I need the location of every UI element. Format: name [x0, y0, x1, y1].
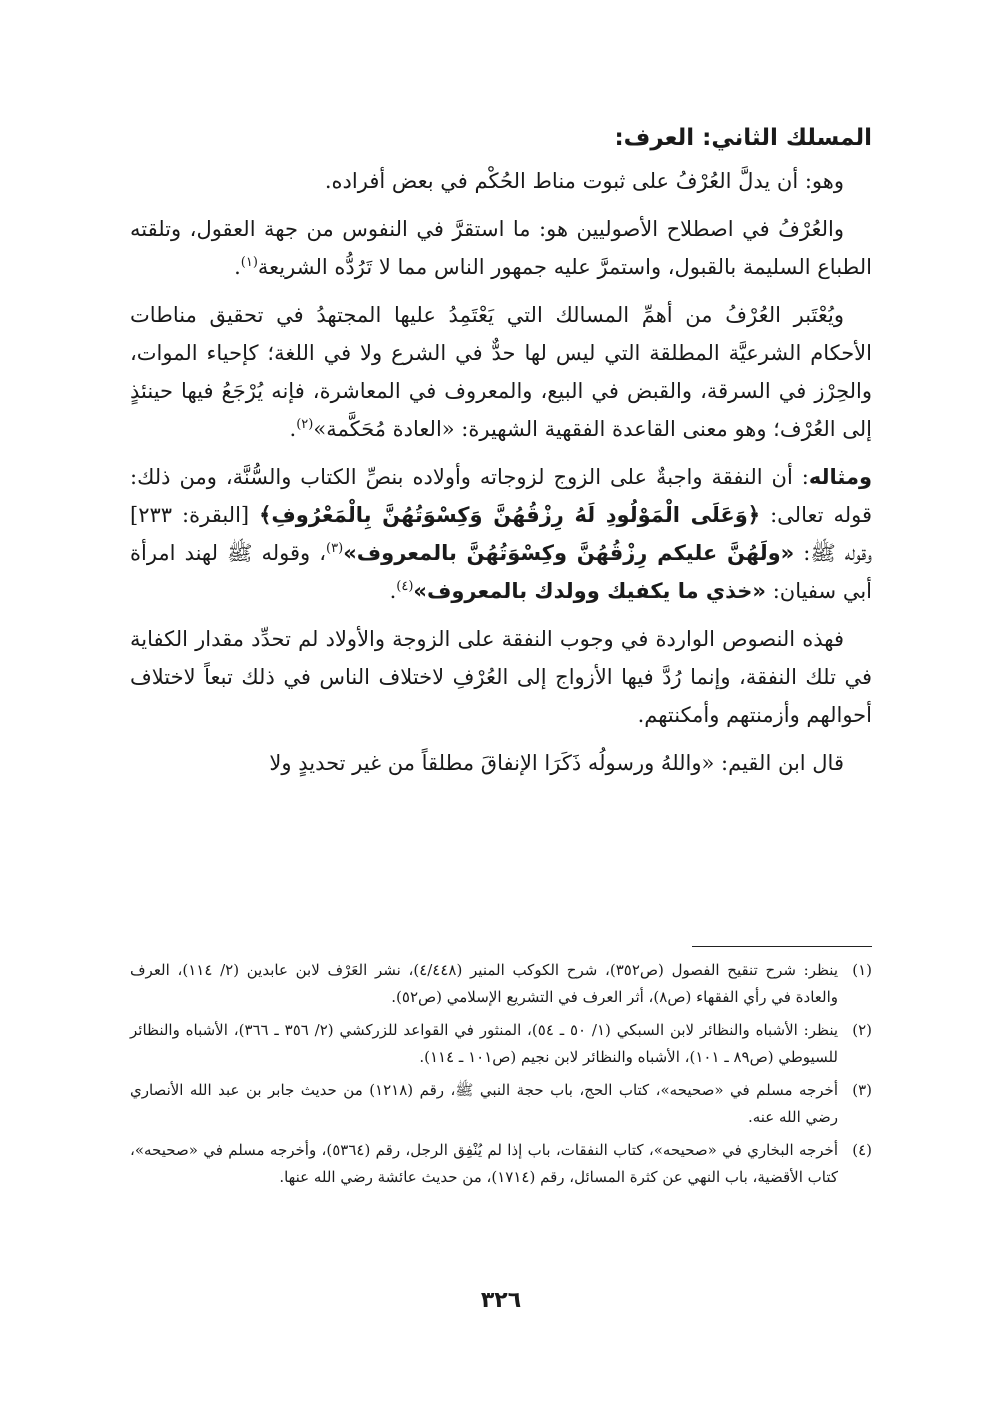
footnote-number: (٣)	[852, 1081, 872, 1099]
paragraph-definition-text: وهو: أن يدلَّ العُرْفُ على ثبوت مناط الحُكْم في بعض أفراده.	[324, 169, 844, 193]
paragraph-importance-end: .	[289, 417, 297, 441]
footnote-ref-4[interactable]: (٤)	[396, 579, 414, 594]
paragraph-quote-ibn-qayyim	[130, 744, 872, 782]
paragraph-terminology-end: .	[234, 255, 241, 279]
example-end: .	[389, 579, 397, 603]
footnote-item	[130, 957, 872, 1011]
footnotes	[130, 957, 872, 1191]
quran-verse: ﴿وَعَلَى الْمَوْلُودِ لَهُ رِزْقُهُنَّ وَكِسْوَتُهُنَّ بِالْمَعْرُوفِ﴾	[259, 503, 761, 527]
paragraph-quote-text: قال ابن القيم: «واللهُ ورسولُه ذَكَرَا الإنفاقَ مطلقاً من غير تحديدٍ ولا	[269, 751, 844, 775]
footnote-text: أخرجه مسلم في «صحيحه»، كتاب الحج، باب حجة النبي ﷺ، رقم (١٢١٨) من حديث جابر بن عبد الله الأنصاري رضي الله عنه.	[130, 1081, 838, 1126]
example-text-a: : أن النفقة واجبةٌ على الزوج لزوجاته وأولاده بنصِّ الكتاب والسُّنَّة، ومن ذلك: قوله تعالى:	[130, 465, 872, 527]
example-label: ومثاله	[808, 465, 872, 489]
footnote-item	[130, 1017, 872, 1071]
footnote-ref-1[interactable]: (١)	[240, 255, 258, 270]
footnote-item	[130, 1077, 872, 1131]
page-number: ٣٢٦	[480, 1288, 522, 1313]
paragraph-conclusion	[130, 620, 872, 734]
hadith-quote-1: «ولَهُنَّ عليكم رِزْقُهُنَّ وكِسْوَتُهُنَّ بالمعروف»	[343, 541, 795, 565]
footnote-item	[130, 1137, 872, 1191]
footnote-number: (١)	[852, 961, 872, 979]
footnote-text: ينظر: الأشباه والنظائر لابن السبكي (١/ ٥٠ ـ ٥٤)، المنثور في القواعد للزركشي (٢/ ٣٥٦ ـ ٣٦٦)، الأشباه والنظائر للسيوطي (ص٨٩ ـ ١٠١)، الأشباه والنظائر لابن نجيم (ص١٠١ ـ ١١٤).	[130, 1021, 839, 1066]
paragraph-example	[130, 458, 872, 610]
footnote-text: أخرجه البخاري في «صحيحه»، كتاب النفقات، باب إذا لم يُنْفِق الرجل، رقم (٥٣٦٤)، وأخرجه مسلم في «صحيحه»، كتاب الأقضية، باب النهي عن كثرة المسائل، رقم (١٧١٤)، من حديث عائشة رضي الله عنها.	[130, 1141, 838, 1186]
footnote-divider	[692, 946, 872, 947]
footnote-number: (٢)	[852, 1021, 872, 1039]
hadith-quote-2: «خذي ما يكفيك وولدك بالمعروف»	[413, 579, 767, 603]
footnote-number: (٤)	[852, 1141, 872, 1159]
paragraph-terminology	[130, 210, 872, 286]
paragraph-terminology-text: والعُرْفُ في اصطلاح الأصوليين هو: ما استقرَّ في النفوس من جهة العقول، وتلقته الطباع السليمة بالقبول، واستمرَّ عليه جمهور الناس مما لا تَرُدُّه الشريعة	[130, 217, 872, 279]
example-text-b: [البقرة: ٢٣٣] وقوله ﷺ:	[130, 503, 872, 565]
paragraph-importance	[130, 296, 872, 448]
footnote-ref-3[interactable]: (٣)	[326, 541, 344, 556]
example-text-c: ، وقوله ﷺ لهند امرأة أبي سفيان:	[130, 541, 872, 603]
paragraph-definition	[130, 162, 872, 200]
section-heading: المسلك الثاني: العرف:	[614, 125, 872, 151]
paragraph-importance-text: ويُعْتَبر العُرْفُ من أهمِّ المسالك التي يَعْتَمِدُ عليها المجتهدُ في تحقيق مناطات الأحكام الشرعيَّة المطلقة التي ليس لها حدٌّ في الشرع ولا في اللغة؛ كإحياء الموات، والحِرْز في السرقة، والقبض في البيع، والمعروف في المعاشرة، فإنه يُرْجَعُ فيها حينئذٍ إلى العُرْف؛ وهو معنى القاعدة الفقهية الشهيرة: «العادة مُحَكَّمة»	[130, 303, 872, 441]
main-body	[130, 118, 872, 946]
footnote-text: ينظر: شرح تنقيح الفصول (ص٣٥٢)، شرح الكوكب المنير (٤/٤٤٨)، نشر العَرْف لابن عابدين (٢/ ١١٤)، العرف والعادة في رأي الفقهاء (ص٨)، أثر العرف في التشريع الإسلامي (ص٥٢).	[130, 961, 839, 1006]
paragraph-conclusion-text: فهذه النصوص الواردة في وجوب النفقة على الزوجة والأولاد لم تحدِّد مقدار الكفاية في تلك النفقة، وإنما رُدَّ فيها الأزواج إلى العُرْفِ لاختلاف الناس في ذلك تبعاً لاختلاف أحوالهم وأزمنتهم وأمكنتهم.	[130, 627, 872, 727]
footnote-ref-2[interactable]: (٢)	[296, 417, 314, 432]
book-page	[130, 118, 872, 1348]
